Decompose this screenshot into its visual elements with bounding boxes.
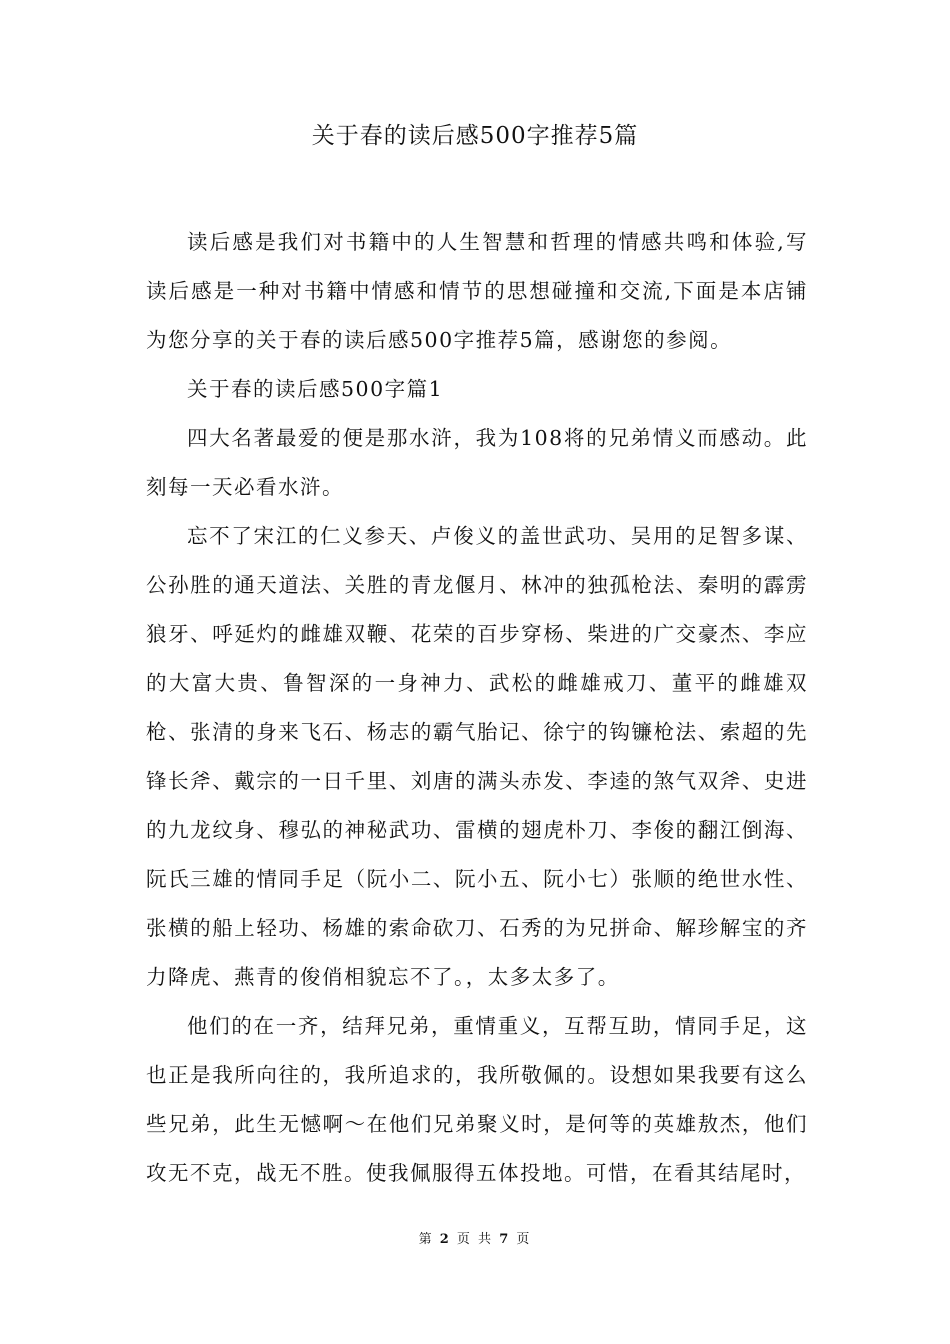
current-page-number: 2 — [439, 1232, 451, 1247]
paragraph: 他们的在一齐，结拜兄弟，重情重义，互帮互助，情同手足，这也正是我所向往的，我所追求的，我所敬佩的。设想如果我要有这么些兄弟，此生无憾啊～在他们兄弟聚义时，是何等的英雄敖杰，他们攻无不克，战无不胜。使我佩服得五体投地。可惜，在看其结尾时， — [146, 1014, 808, 1185]
page-footer — [0, 1230, 950, 1250]
footer-middle: 页 共 — [456, 1232, 494, 1247]
paragraph-intro: 读后感是我们对书籍中的人生智慧和哲理的情感共鸣和体验,写读后感是一种对书籍中情感和情节的思想碰撞和交流,下面是本店铺为您分享的关于春的读后感500字推荐5篇，感谢您的参阅。 — [146, 230, 808, 352]
paragraph: 忘不了宋江的仁义参天、卢俊义的盖世武功、吴用的足智多谋、公孙胜的通天道法、关胜的青龙偃月、林冲的独孤枪法、秦明的霹雳狼牙、呼延灼的雌雄双鞭、花荣的百步穿杨、柴进的广交豪杰、李应的大富大贵、鲁智深的一身神力、武松的雌雄戒刀、董平的雌雄双枪、张清的身来飞石、杨志的霸气胎记、徐宁的钩镰枪法、索超的先锋长斧、戴宗的一日千里、刘唐的满头赤发、李逵的煞气双斧、史进的九龙纹身、穆弘的神秘武功、雷横的翅虎朴刀、李俊的翻江倒海、阮氏三雄的情同手足（阮小二、阮小五、阮小七）张顺的绝世水性、张横的船上轻功、杨雄的索命砍刀、石秀的为兄拼命、解珍解宝的齐力降虎、燕青的俊俏相貌忘不了。，太多太多了。 — [146, 524, 808, 989]
footer-suffix: 页 — [516, 1232, 532, 1247]
paragraph: 四大名著最爱的便是那水浒，我为108将的兄弟情义而感动。此刻每一天必看水浒。 — [146, 426, 808, 499]
total-pages: 7 — [499, 1232, 511, 1247]
document-title: 关于春的读后感500字推荐5篇 — [311, 123, 639, 149]
document-body — [146, 218, 808, 1198]
section-heading: 关于春的读后感500字篇1 — [187, 377, 444, 401]
footer-prefix: 第 — [418, 1232, 434, 1247]
